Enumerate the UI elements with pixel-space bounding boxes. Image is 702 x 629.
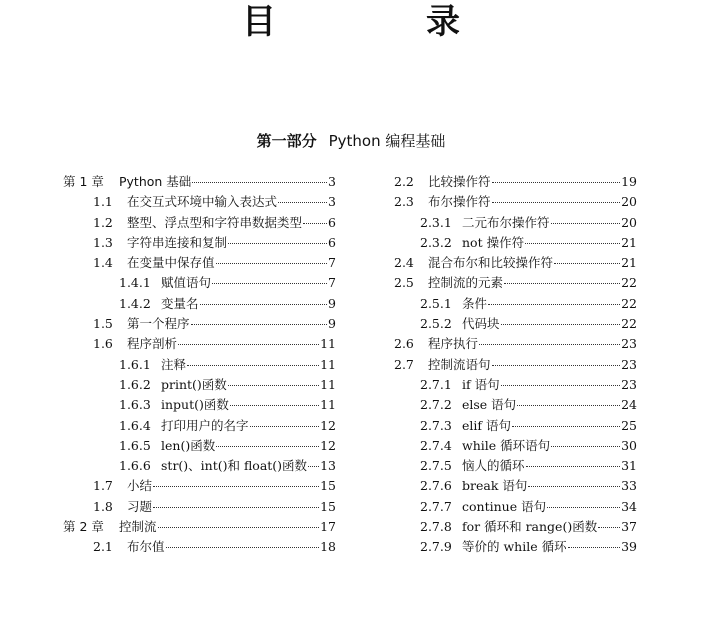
toc-subsection-entry[interactable] [63,375,336,395]
toc-entry-title: break 语句 [462,478,528,494]
toc-entry-number: 1.1 [93,194,113,210]
toc-entry-title: 在变量中保存值 [127,255,215,271]
toc-entry-number: 第 2 章 [63,519,104,535]
toc-entry-page: 21 [621,255,637,271]
toc-entry-page: 23 [621,356,637,372]
dot-leader [547,507,620,508]
toc-section-entry[interactable] [394,334,637,354]
toc-entry-page: 30 [621,437,637,453]
dot-leader [492,202,621,203]
toc-entry-page: 3 [328,174,336,189]
toc-section-entry[interactable] [63,314,336,334]
dot-leader [303,223,327,224]
toc-entry-page: 18 [320,539,336,555]
dot-leader [228,385,319,386]
dot-leader [517,405,620,406]
toc-entry-title: while 循环语句 [462,437,551,453]
toc-entry-number: 1.6.5 [119,437,151,453]
dot-leader [153,486,319,487]
toc-entry-title: 打印用户的名字 [161,417,249,433]
dot-leader [192,182,327,183]
toc-entry-title: 变量名 [161,295,199,311]
dot-leader [212,283,327,284]
dot-leader [525,243,620,244]
toc-entry-number: 2.7 [394,356,414,372]
toc-entry-page: 9 [328,295,336,311]
toc-section-entry[interactable] [63,537,336,557]
dot-leader [551,223,621,224]
toc-entry-page: 24 [621,397,637,413]
toc-entry-page: 31 [621,458,637,474]
dot-leader [178,344,319,345]
toc-entry-page: 6 [328,234,336,250]
toc-chapter-entry[interactable] [63,517,336,537]
toc-entry-page: 20 [621,194,637,210]
toc-entry-page: 12 [320,437,336,453]
dot-leader [308,466,319,467]
toc-subsection-entry[interactable] [394,537,637,557]
toc-entry-number: 1.6 [93,336,113,352]
toc-section-entry[interactable] [63,334,336,354]
toc-entry-title: 混合布尔和比较操作符 [428,255,554,271]
toc-entry-number: 1.8 [93,498,113,514]
toc-entry-page: 34 [621,498,637,514]
dot-leader [250,426,320,427]
toc-subsection-entry[interactable] [394,456,637,476]
toc-section-entry[interactable] [394,192,637,212]
toc-subsection-entry[interactable] [63,395,336,415]
toc-section-entry[interactable] [63,253,336,273]
dot-leader [501,385,620,386]
dot-leader [488,304,620,305]
toc-entry-number: 2.2 [394,174,414,189]
toc-entry-page: 23 [621,336,637,352]
toc-entry-page: 7 [328,255,336,271]
toc-entry-number: 2.7.7 [420,498,452,514]
dot-leader [479,344,620,345]
toc-entry-title: 在交互式环境中输入表达式 [127,194,278,210]
toc-entry-page: 22 [621,316,637,332]
toc-section-entry[interactable] [63,192,336,212]
dot-leader [228,243,327,244]
toc-entry-page: 19 [621,174,637,189]
dot-leader [528,486,620,487]
toc-entry-page: 21 [621,234,637,250]
toc-entry-number: 1.6.4 [119,417,151,433]
toc-subsection-entry[interactable] [394,517,637,537]
toc-entry-page: 12 [320,417,336,433]
toc-entry-title: 习题 [127,498,153,514]
toc-subsection-entry[interactable] [394,416,637,436]
dot-leader [166,547,320,548]
dot-leader [554,263,620,264]
toc-subsection-entry[interactable] [63,355,336,375]
toc-section-entry[interactable] [63,233,336,253]
toc-entry-title: input()函数 [161,397,229,413]
toc-entry-title: for 循环和 range()函数 [462,519,598,535]
toc-entry-page: 22 [621,275,637,291]
dot-leader [568,547,621,548]
dot-leader [158,527,320,528]
toc-entry-number: 1.6.1 [119,356,151,372]
toc-entry-number: 2.7.6 [420,478,452,494]
toc-entry-title: continue 语句 [462,498,547,514]
toc-entry-title: 赋值语句 [161,275,212,291]
toc-entry-number: 2.7.9 [420,539,452,555]
toc-entry-page: 11 [320,397,336,413]
toc-entry-number: 1.2 [93,214,113,230]
toc-entry-page: 15 [320,498,336,514]
toc-entry-number: 1.7 [93,478,113,494]
toc-entry-number: 2.4 [394,255,414,271]
part-heading [0,131,702,151]
toc-entry-title: 注释 [161,356,187,372]
toc-entry-number: 2.7.3 [420,417,452,433]
toc-subsection-entry[interactable] [394,375,637,395]
dot-leader [216,446,319,447]
toc-entry-number: 2.7.5 [420,458,452,474]
dot-leader [512,426,620,427]
toc-entry-number: 2.7.4 [420,437,452,453]
toc-entry-page: 11 [320,356,336,372]
toc-entry-page: 11 [320,376,336,392]
toc-entry-number: 2.1 [93,539,113,555]
part-name: Python 编程基础 [328,132,446,150]
toc-entry-title: 恼人的循环 [462,458,525,474]
toc-subsection-entry[interactable] [394,213,637,233]
toc-section-entry[interactable] [63,497,336,517]
dot-leader [492,365,621,366]
toc-entry-number: 1.4.1 [119,275,151,291]
toc-entry-number: 2.7.1 [420,376,452,392]
toc-subsection-entry[interactable] [394,233,637,253]
dot-leader [200,304,328,305]
dot-leader [492,182,621,183]
toc-subsection-entry[interactable] [394,497,637,517]
toc-subsection-entry[interactable] [394,294,637,314]
toc-section-entry[interactable] [394,253,637,273]
toc-section-entry[interactable] [63,213,336,233]
toc-entry-number: 2.6 [394,336,414,352]
toc-entry-number: 2.3.1 [420,214,452,230]
toc-entry-number: 1.6.2 [119,376,151,392]
toc-entry-title: 第一个程序 [127,316,190,332]
toc-entry-page: 6 [328,214,336,230]
toc-subsection-entry[interactable] [63,436,336,456]
dot-leader [216,263,328,264]
toc-entry-number: 1.4.2 [119,295,151,311]
dot-leader [598,527,620,528]
toc-entry-number: 2.5 [394,275,414,291]
toc-entry-number: 1.6.3 [119,397,151,413]
dot-leader [153,507,319,508]
toc-entry-number: 2.5.1 [420,295,452,311]
toc-entry-title: 控制流的元素 [428,275,504,291]
toc-section-entry[interactable] [394,273,637,293]
toc-chapter-entry[interactable] [63,172,336,192]
toc-entry-title: 布尔值 [127,539,165,555]
toc-subsection-entry[interactable] [394,436,637,456]
toc-entry-title: not 操作符 [462,234,525,250]
toc-entry-number: 2.3 [394,194,414,210]
toc-entry-page: 25 [621,417,637,433]
toc-entry-title: 程序执行 [428,336,479,352]
toc-entry-number: 1.4 [93,255,113,271]
toc-entry-number: 1.6.6 [119,458,151,474]
dot-leader [187,365,319,366]
toc-entry-title: 整型、浮点型和字符串数据类型 [127,214,303,230]
toc-entry-title: elif 语句 [462,417,511,433]
toc-entry-title: 布尔操作符 [428,194,491,210]
toc-subsection-entry[interactable] [63,273,336,293]
toc-subsection-entry[interactable] [394,314,637,334]
toc-section-entry[interactable] [394,172,637,192]
toc-subsection-entry[interactable] [394,476,637,496]
toc-entry-title: 等价的 while 循环 [462,539,567,555]
toc-entry-title: len()函数 [161,437,216,453]
toc-entry-number: 2.7.8 [420,519,452,535]
toc-right-column [394,172,637,558]
toc-entry-title: 比较操作符 [428,174,491,189]
toc-entry-page: 13 [320,458,336,474]
toc-entry-title: str()、int()和 float()函数 [161,458,308,474]
toc-entry-page: 37 [621,519,637,535]
toc-entry-page: 7 [328,275,336,291]
toc-entry-title: 小结 [127,478,153,494]
toc-entry-title: 程序剖析 [127,336,178,352]
toc-entry-page: 3 [328,194,336,210]
toc-entry-title: 条件 [462,295,488,311]
toc-entry-title: if 语句 [462,376,500,392]
toc-entry-page: 9 [328,316,336,332]
dot-leader [191,324,328,325]
toc-entry-title: else 语句 [462,397,517,413]
toc-entry-page: 15 [320,478,336,494]
dot-leader [278,202,327,203]
toc-entry-page: 39 [621,539,637,555]
toc-entry-title: 控制流语句 [428,356,491,372]
toc-entry-number: 1.3 [93,234,113,250]
toc-entry-title: print()函数 [161,376,227,392]
toc-subsection-entry[interactable] [63,456,336,476]
toc-entry-number: 第 1 章 [63,174,104,189]
dot-leader [551,446,620,447]
toc-entry-number: 2.5.2 [420,316,452,332]
toc-entry-title: 控制流 [119,519,157,535]
toc-entry-number: 2.7.2 [420,397,452,413]
toc-entry-page: 11 [320,336,336,352]
toc-entry-page: 20 [621,214,637,230]
toc-entry-page: 17 [320,519,336,535]
toc-subsection-entry[interactable] [63,294,336,314]
dot-leader [501,324,621,325]
toc-entry-title: 代码块 [462,316,500,332]
page-title: 目 录 [242,2,518,42]
toc-section-entry[interactable] [394,355,637,375]
toc-entry-number: 2.3.2 [420,234,452,250]
toc-entry-title: Python 基础 [119,174,192,189]
toc-left-column [63,172,336,558]
dot-leader [230,405,319,406]
toc-section-entry[interactable] [63,476,336,496]
toc-subsection-entry[interactable] [394,395,637,415]
toc-entry-title: 字符串连接和复制 [127,234,228,250]
toc-entry-number: 1.5 [93,316,113,332]
dot-leader [526,466,621,467]
dot-leader [504,283,620,284]
toc-entry-title: 二元布尔操作符 [462,214,550,230]
toc-subsection-entry[interactable] [63,416,336,436]
toc-entry-page: 23 [621,376,637,392]
toc-entry-page: 22 [621,295,637,311]
part-label: 第一部分 [256,132,317,150]
toc-entry-page: 33 [621,478,637,494]
